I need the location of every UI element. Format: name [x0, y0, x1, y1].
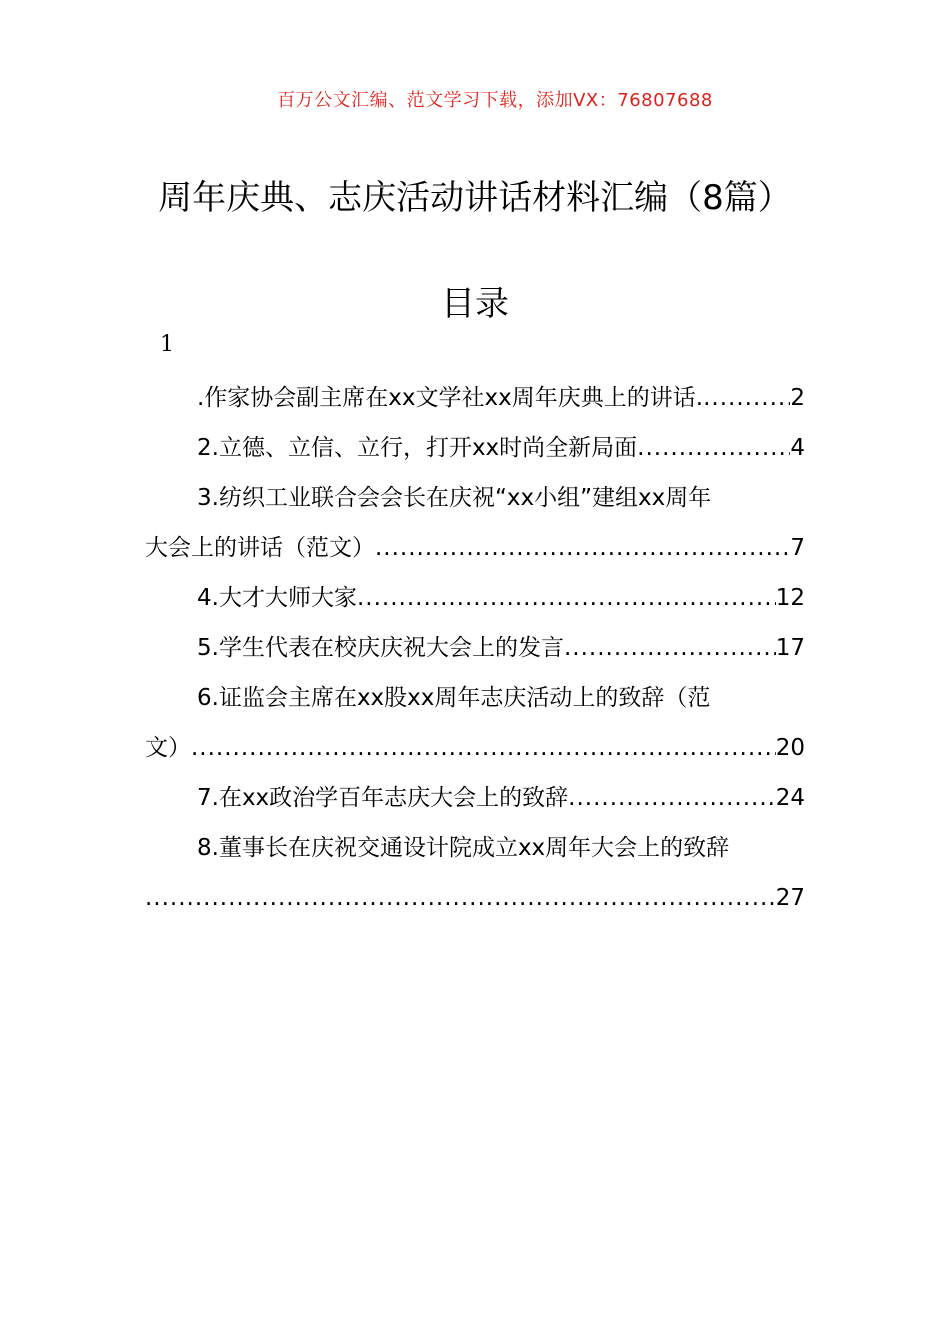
toc-entry-title: 8.董事长在庆祝交通设计院成立xx周年大会上的致辞	[197, 835, 730, 861]
table-of-contents	[145, 373, 805, 923]
toc-entry-title-cont: 文）	[145, 735, 191, 761]
toc-entry-6[interactable]	[145, 673, 805, 773]
dot-leader	[564, 623, 776, 673]
toc-entry-page: 17	[775, 635, 805, 661]
toc-entry-title: 3.纺织工业联合会会长在庆祝“xx小组”建组xx周年	[197, 485, 712, 511]
toc-entry-7[interactable]	[145, 773, 805, 823]
toc-entry-5[interactable]	[145, 623, 805, 673]
promo-banner: 百万公文汇编、范文学习下载，添加VX：76807688	[277, 90, 713, 111]
toc-number-marker: 1	[160, 332, 174, 357]
toc-entry-4[interactable]	[145, 573, 805, 623]
toc-entry-page: 7	[790, 535, 805, 561]
toc-entry-title: 4.大才大师大家	[197, 585, 357, 611]
toc-entry-page: 12	[775, 585, 805, 611]
toc-entry-page: 2	[790, 385, 805, 411]
dot-leader	[145, 873, 776, 923]
toc-entry-title-cont: 大会上的讲话（范文）	[145, 535, 375, 561]
document-title: 周年庆典、志庆活动讲话材料汇编（8篇）	[158, 178, 792, 218]
toc-entry-title: .作家协会副主席在xx文学社xx周年庆典上的讲话.	[197, 385, 704, 411]
toc-heading: 目录	[441, 284, 509, 324]
toc-entry-title: 7.在xx政治学百年志庆大会上的致辞	[197, 785, 569, 811]
toc-entry-page: 27	[775, 885, 805, 911]
dot-leader	[637, 423, 790, 473]
toc-entry-page: 24	[775, 785, 805, 811]
dot-leader	[357, 573, 776, 623]
dot-leader	[191, 723, 776, 773]
toc-entry-page: 20	[775, 735, 805, 761]
toc-entry-title: 6.证监会主席在xx股xx周年志庆活动上的致辞（范	[197, 685, 711, 711]
toc-entry-3[interactable]	[145, 473, 805, 573]
toc-entry-1[interactable]	[145, 373, 805, 423]
dot-leader	[568, 773, 776, 823]
toc-entry-title: 5.学生代表在校庆庆祝大会上的发言	[197, 635, 564, 661]
toc-entry-page: 4	[790, 435, 805, 461]
toc-entry-title: 2.立德、立信、立行，打开xx时尚全新局面	[197, 435, 638, 461]
toc-entry-2[interactable]	[145, 423, 805, 473]
dot-leader	[703, 373, 790, 423]
toc-entry-8[interactable]	[145, 823, 805, 923]
dot-leader	[375, 523, 790, 573]
